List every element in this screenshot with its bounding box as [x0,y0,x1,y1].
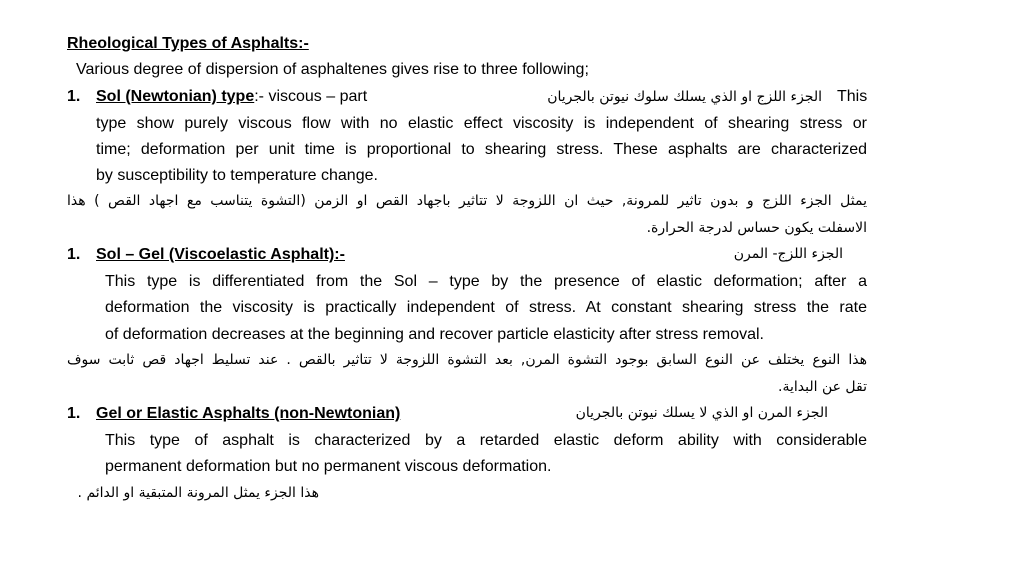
section-1-number: 1. [67,88,81,105]
section-2-arabic-heading: الجزء اللزج- المرن [733,246,843,262]
section-1-arabic-line: الاسفلت يكون حساس لدرجة الحرارة. [646,220,867,236]
intro-text: Various degree of dispersion of asphaltenes gives rise to three following; [76,61,589,78]
section-1-arabic-heading: الجزء اللزج او الذي يسلك سلوك نيوتن بالجريان [547,89,822,105]
section-3-heading: Gel or Elastic Asphalts (non-Newtonian) [96,405,401,422]
section-2-number: 1. [67,246,81,263]
section-3-arabic-heading: الجزء المرن او الذي لا يسلك نيوتن بالجريان [575,405,828,421]
section-1-heading-line [96,87,367,107]
section-2-body-line: of deformation decreases at the beginning and recover particle elasticity after stress removal. [105,326,764,343]
section-2-arabic-line: هذا النوع يختلف عن النوع السابق بوجود التشوة المرن, بعد التشوة اللزوجة لا تتاثير بالقص . عند تسليط اجهاد قص ثابت سوف [67,352,867,368]
section-2-body-line: deformation the viscosity is practically independent of stress. At constant shearing stress the rate [105,299,867,316]
section-1-arabic-line: يمثل الجزء اللزج و بدون تاثير للمرونة, حيث ان اللزوجة لا تتاثير باجهاد القص او الزمن (التشوة يتناسب مع اجهاد القص ) هذا [67,193,867,209]
section-3-arabic-line: هذا الجزء يمثل المرونة المتبقية او الدائم . [77,485,319,501]
section-1-body-line: type show purely viscous flow with no elastic effect viscosity is independent of shearing stress or [96,115,867,132]
section-1-heading: Sol (Newtonian) type [96,88,255,105]
page-title: Rheological Types of Asphalts:- [67,35,309,52]
section-2-body-line: This type is differentiated from the Sol – type by the presence of elastic deformation; after a [105,273,867,290]
section-3-number: 1. [67,405,81,422]
section-3-body-line: This type of asphalt is characterized by a retarded elastic deform ability with considerable [105,432,867,449]
section-1-body-line: time; deformation per unit time is proportional to shearing stress. These asphalts are characterized [96,141,867,158]
section-2-arabic-line: تقل عن البداية. [778,379,867,395]
section-1-heading-tail: This [837,88,868,105]
section-1-body-line: by susceptibility to temperature change. [96,167,378,184]
section-3-body-line: permanent deformation but no permanent viscous deformation. [105,458,552,475]
section-1-heading-suffix: :- viscous – part [254,88,368,105]
section-2-heading: Sol – Gel (Viscoelastic Asphalt):- [96,246,345,263]
